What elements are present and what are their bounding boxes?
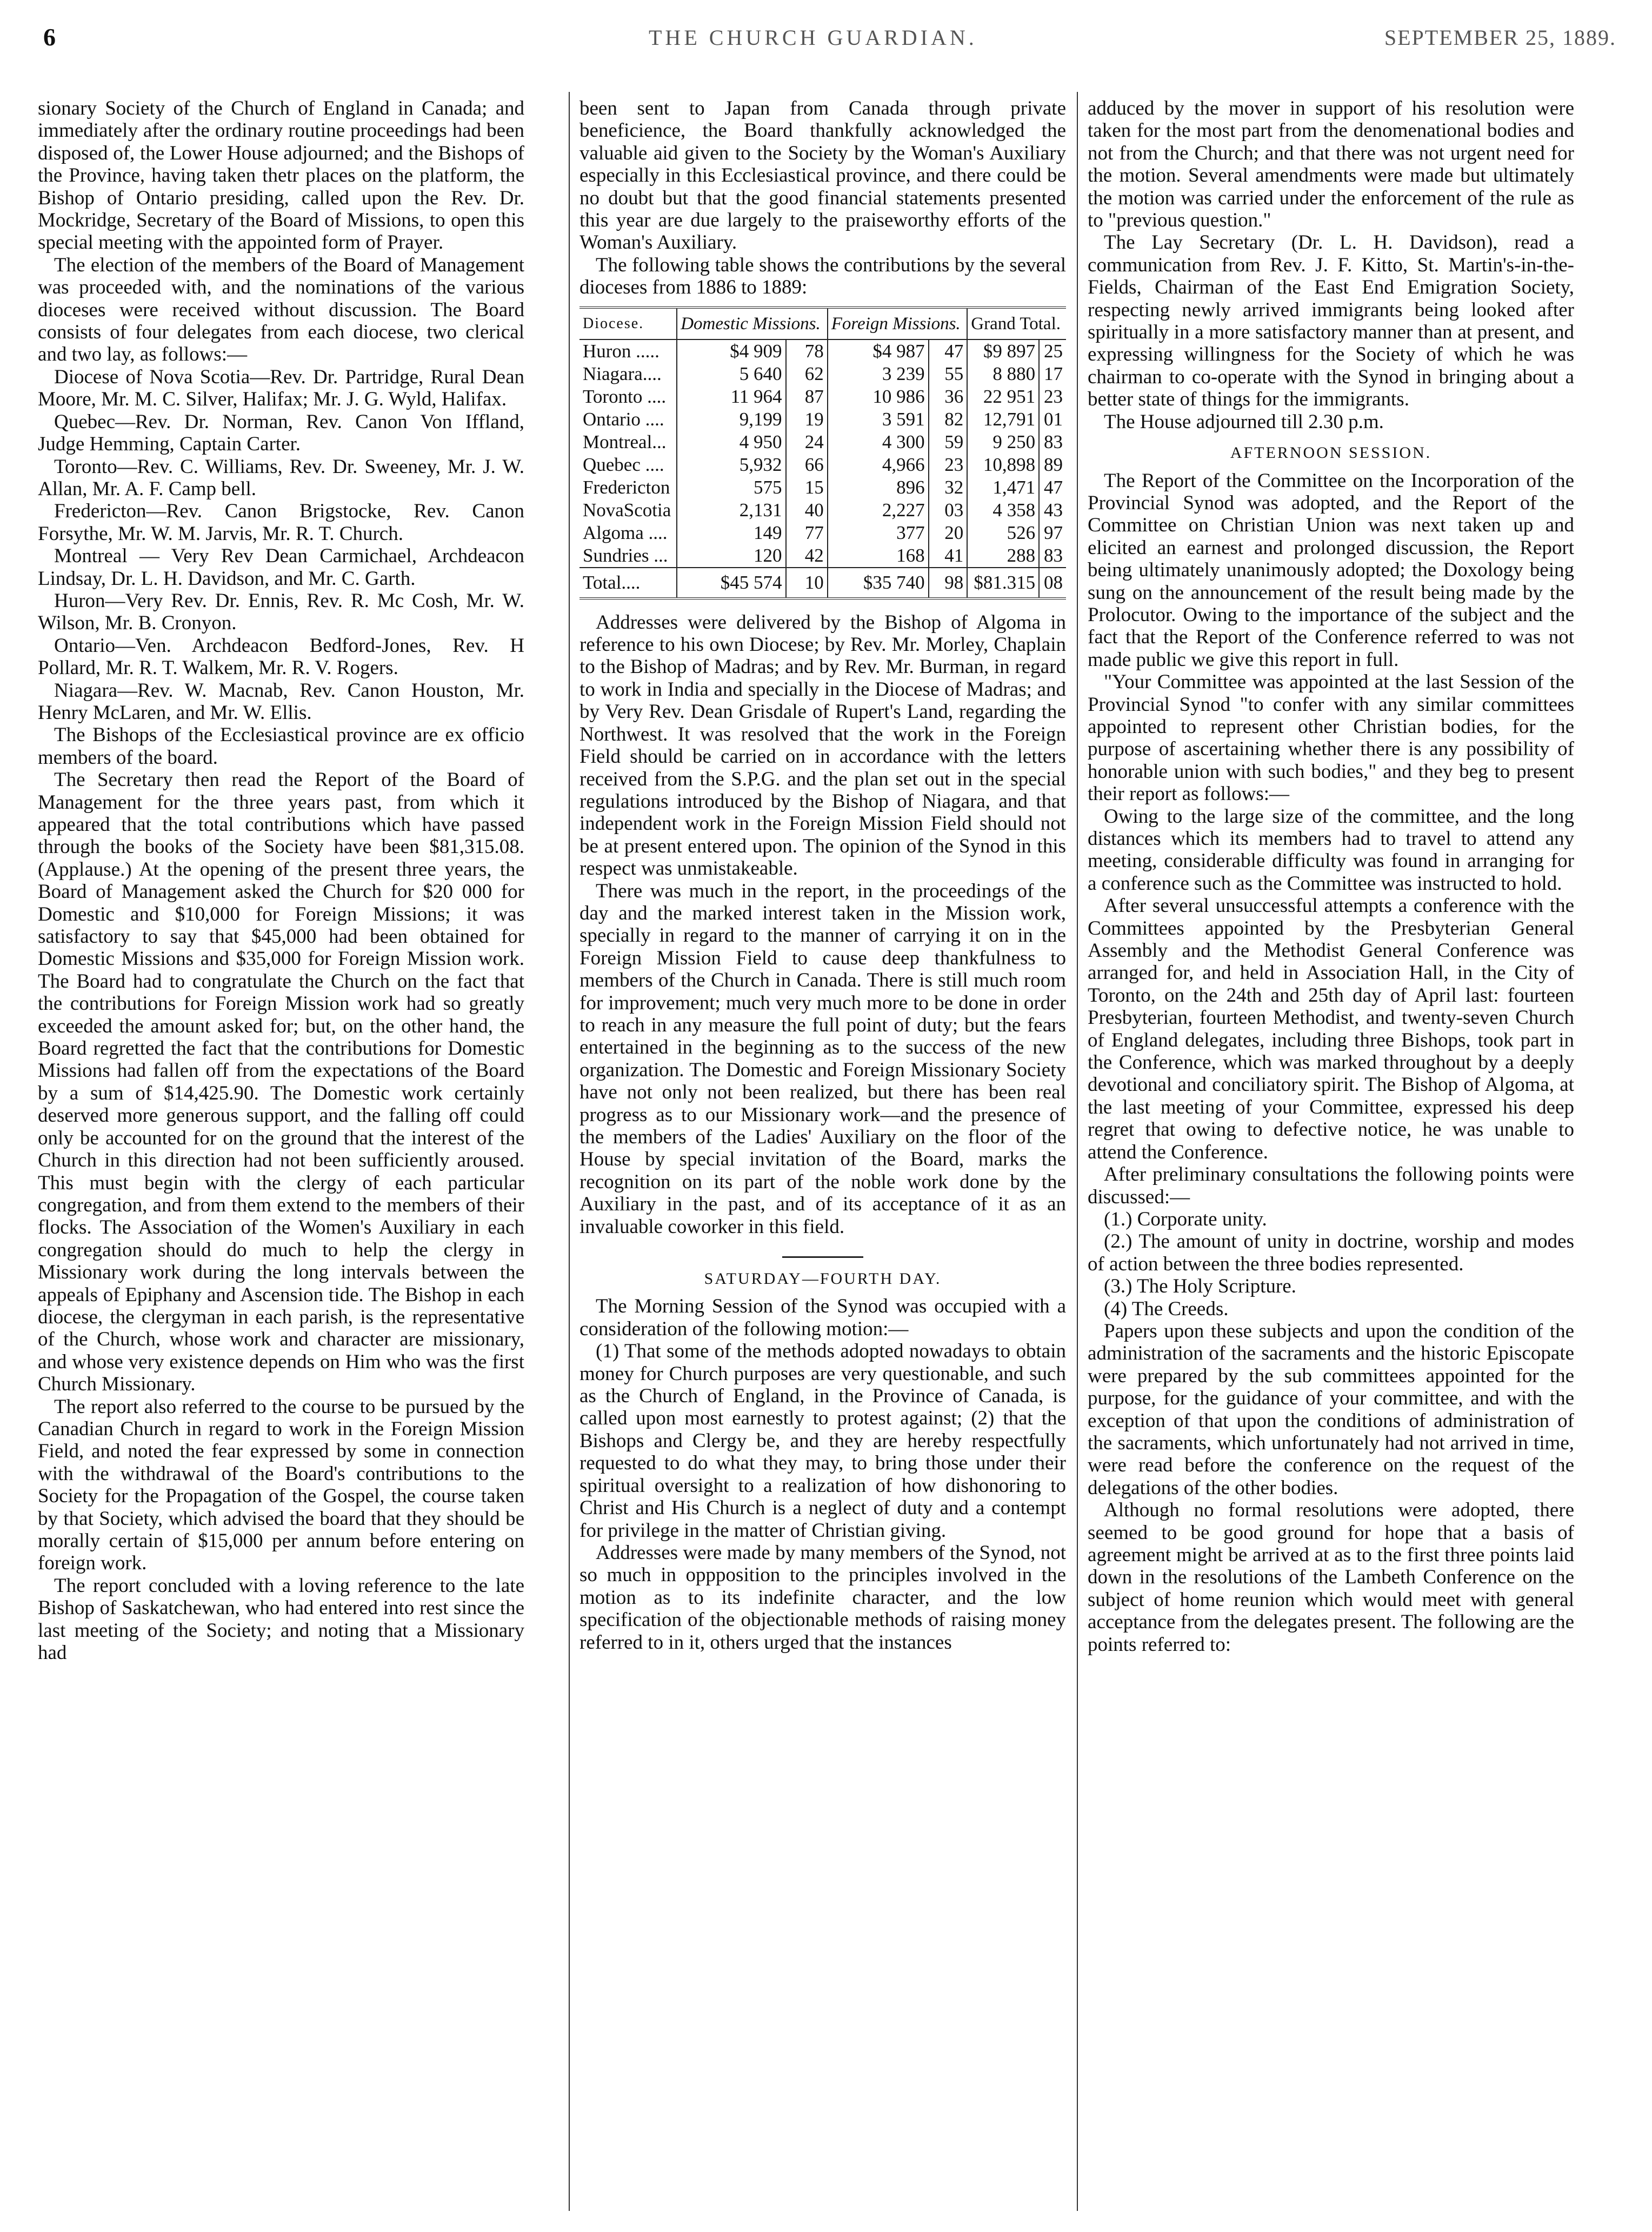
amount-cell: 9,199: [677, 408, 785, 431]
amount-cell: 15: [786, 476, 828, 499]
paragraph: adduced by the mover in support of his resolution were taken for the most part from the denomenational bodies and not from the Church; and that there was not urgent need for the motion. Several amendments were made but ultimately the motion was carried under the enforcement of the rule as to "previous question.": [1088, 97, 1574, 232]
diocese-cell: Fredericton: [583, 476, 670, 498]
paragraph: been sent to Japan from Canada through private beneficience, the Board thankfully acknowledged the valuable aid given to the Society by the Woman's Auxiliary especially in this Ecclesiastical province, and there could be no doubt but that the good financial statements presented this year are due largely to the praiseworthy efforts of the Woman's Auxiliary.: [579, 97, 1066, 254]
amount-cell: 3 239: [828, 363, 929, 385]
amount-cell: $35 740: [828, 568, 929, 598]
amount-cell: 896: [828, 476, 929, 499]
amount-cell: 40: [786, 499, 828, 522]
paragraph: After preliminary consultations the following points were discussed:—: [1088, 1163, 1574, 1208]
dateline: SEPTEMBER 25, 1889.: [1384, 25, 1616, 50]
table-header-row: [579, 308, 1066, 339]
amount-cell: 89: [1039, 454, 1066, 476]
amount-cell: 24: [786, 431, 828, 454]
table-row: [579, 363, 1066, 385]
amount-cell: 8 880: [967, 363, 1039, 385]
amount-cell: 20: [929, 522, 968, 544]
column-2: [579, 97, 1066, 2206]
column-header: Grand Total.: [967, 308, 1066, 339]
amount-cell: $9 897: [967, 339, 1039, 363]
masthead: THE CHURCH GUARDIAN.: [649, 25, 977, 50]
amount-cell: 47: [929, 339, 968, 363]
paragraph: Fredericton—Rev. Canon Brigstocke, Rev. Canon Forsythe, Mr. W. M. Jarvis, Mr. R. T. Church.: [38, 500, 524, 545]
amount-cell: 83: [1039, 431, 1066, 454]
amount-cell: 2,227: [828, 499, 929, 522]
diocese-cell: Huron .....: [583, 340, 660, 362]
amount-cell: 10: [786, 568, 828, 598]
column-header: Domestic Missions.: [677, 308, 828, 339]
paragraph: The Secretary then read the Report of the Board of Management for the three years past, from which it appeared that the total contributions which have passed through the books of the Society have been $81,315.08. (Applause.) At the opening of the present three years, the Board of Management asked the Church for $20 000 for Domestic and $10,000 for Foreign Missions; it was satisfactory to say that $45,000 had been obtained for Domestic Missions and $35,000 for Foreign Mission work. The Board had to congratulate the Church on the fact that the contributions for Foreign Mission work had so greatly exceeded the amount asked for; but, on the other hand, the Board regretted the fact that the contributions for Domestic Missions had fallen off from the expectations of the Board by a sum of $14,425.90. The Domestic work certainly deserved more generous support, and the falling off could only be accounted for on the ground that the interest of the Church in this direction had not been sufficiently aroused. This must begin with the clergy of each particular congregation, and from them extend to the members of their flocks. The Association of the Women's Auxiliary in each congregation should do much to help the clergy in Missionary work during the long intervals between the appeals of Epiphany and Ascension tide. The Bishop in each diocese, the clergyman in each parish, is the representative of the Church, whose work and character are missionary, and whose very existence depends on Him who was the first Church Missionary.: [38, 769, 524, 1396]
amount-cell: 78: [786, 339, 828, 363]
page-header: [32, 22, 1622, 65]
amount-cell: 87: [786, 385, 828, 408]
paragraph: Huron—Very Rev. Dr. Ennis, Rev. R. Mc Cosh, Mr. W. Wilson, Mr. B. Cronyon.: [38, 589, 524, 635]
amount-cell: 19: [786, 408, 828, 431]
amount-cell: 25: [1039, 339, 1066, 363]
amount-cell: 575: [677, 476, 785, 499]
paragraph: Although no formal resolutions were adopted, there seemed to be good ground for hope that a basis of agreement might be arrived at as to the first three points laid down in the resolutions of the Lambeth Conference on the subject of home reunion which would meet with general acceptance from the delegates present. The following are the points referred to:: [1088, 1499, 1574, 1656]
amount-cell: 01: [1039, 408, 1066, 431]
table-body: [579, 339, 1066, 598]
paragraph: The report concluded with a loving reference to the late Bishop of Saskatchewan, who had entered into rest since the last meeting of the Society; and noting that a Missionary had: [38, 1574, 524, 1664]
paragraph: There was much in the report, in the proceedings of the day and the marked interest taken in the Mission work, specially in regard to the manner of carrying it on in the Foreign Mission Field to cause deep thankfulness to members of the Church in Canada. There is still much room for improvement; much very much more to be done in order to reach in any measure the full point of duty; but the fears entertained in the beginning as to the success of the new organization. The Domestic and Foreign Missionary Society have not only not been realized, but there has been real progress as to our Missionary work—and the presence of the members of the Ladies' Auxiliary on the floor of the House by special invitation of the Board, marks the recognition on its part of the noble work done by the Auxiliary in the past, and of its acceptance of it as an invaluable coworker in this field.: [579, 880, 1066, 1238]
diocese-cell: Ontario ....: [583, 408, 664, 430]
table-total-row: [579, 568, 1066, 598]
amount-cell: 47: [1039, 476, 1066, 499]
paragraph: The Bishops of the Ecclesiastical province are ex officio members of the board.: [38, 724, 524, 769]
amount-cell: 11 964: [677, 385, 785, 408]
paragraph: The Morning Session of the Synod was occupied with a consideration of the following motion:—: [579, 1295, 1066, 1340]
paragraph: (1) That some of the methods adopted nowadays to obtain money for Church purposes are very questionable, and such as the Church of England, in the Province of Canada, is called upon most earnestly to protest against; (2) that the Bishops and Clergy be, and they are hereby respectfully requested to do what they may, to bring those under their spiritual oversight to a realization of how dishonoring to Christ and His Church is a neglect of duty and a contempt for privilege in the matter of Christian giving.: [579, 1340, 1066, 1542]
list-item: (4) The Creeds.: [1104, 1297, 1229, 1320]
list-item: (2.) The amount of unity in doctrine, worship and modes of action between the three bodies represented.: [1088, 1230, 1574, 1275]
amount-cell: 168: [828, 544, 929, 568]
column-header: Foreign Missions.: [828, 308, 968, 339]
amount-cell: 12,791: [967, 408, 1039, 431]
amount-cell: 43: [1039, 499, 1066, 522]
amount-cell: 55: [929, 363, 968, 385]
table-row: [579, 408, 1066, 431]
column-rule: [569, 92, 570, 2211]
diocese-cell: Quebec ....: [583, 454, 664, 475]
amount-cell: 41: [929, 544, 968, 568]
amount-cell: 377: [828, 522, 929, 544]
table-row: [579, 454, 1066, 476]
table-row: [579, 385, 1066, 408]
amount-cell: 526: [967, 522, 1039, 544]
paragraph: Ontario—Ven. Archdeacon Bedford-Jones, Rev. H Pollard, Mr. R. T. Walkem, Mr. R. V. Rogers.: [38, 634, 524, 679]
paragraph: Quebec—Rev. Dr. Norman, Rev. Canon Von Iffland, Judge Hemming, Captain Carter.: [38, 410, 524, 456]
amount-cell: 23: [929, 454, 968, 476]
section-heading: SATURDAY—FOURTH DAY.: [704, 1270, 942, 1288]
amount-cell: 97: [1039, 522, 1066, 544]
amount-cell: 120: [677, 544, 785, 568]
amount-cell: 66: [786, 454, 828, 476]
amount-cell: 1,471: [967, 476, 1039, 499]
paragraph: After several unsuccessful attempts a conference with the Committees appointed by the Presbyterian General Assembly and the Methodist General Conference was arranged for, and held in Association Hall, in the City of Toronto, on the 24th and 25th day of April last: fourteen Presbyterian, fourteen Methodist, and twenty-seven Church of England delegates, including three Bishops, took part in the Conference, which was marked throughout by a deeply devotional and conciliatory spirit. The Bishop of Algoma, at the last meeting of your Committee, expressed his deep regret that owing to defective notice, he was unable to attend the Conference.: [1088, 895, 1574, 1163]
diocese-cell: Niagara....: [583, 363, 662, 384]
diocese-cell: Montreal...: [583, 431, 667, 452]
paragraph: Diocese of Nova Scotia—Rev. Dr. Partridge, Rural Dean Moore, Mr. M. C. Silver, Halifax; Mr. J. G. Wyld, Halifax.: [38, 365, 524, 411]
paragraph: The Report of the Committee on the Incorporation of the Provincial Synod was adopted, and the Report of the Committee on Christian Union was next taken up and elicited an earnest and prolonged discussion, the Report being ultimately unanimously adopted; the Doxology being sung on the announcement of the result being made by the Prolocutor. Owing to the importance of the subject and the fact that the Report of the Conference referred to was not made public we give this report in full.: [1088, 469, 1574, 671]
amount-cell: 03: [929, 499, 968, 522]
amount-cell: 3 591: [828, 408, 929, 431]
amount-cell: $4 987: [828, 339, 929, 363]
paragraph: Toronto—Rev. C. Williams, Rev. Dr. Sweeney, Mr. J. W. Allan, Mr. A. F. Camp bell.: [38, 455, 524, 500]
amount-cell: 10 986: [828, 385, 929, 408]
diocese-cell: Total....: [579, 568, 677, 598]
paragraph: Owing to the large size of the committee, and the long distances which its members had to travel to attend any meeting, considerable difficulty was found in arranging for a conference such as the Committee was instructed to hold.: [1088, 805, 1574, 895]
diocese-cell: NovaScotia: [583, 499, 671, 521]
amount-cell: 149: [677, 522, 785, 544]
table-row: [579, 499, 1066, 522]
page-number: 6: [43, 23, 56, 51]
amount-cell: 4 300: [828, 431, 929, 454]
amount-cell: 77: [786, 522, 828, 544]
amount-cell: 32: [929, 476, 968, 499]
diocese-cell: Toronto ....: [583, 385, 667, 407]
paragraph: Montreal — Very Rev Dean Carmichael, Archdeacon Lindsay, Dr. L. H. Davidson, and Mr. C. Garth.: [38, 545, 524, 590]
amount-cell: $4 909: [677, 339, 785, 363]
paragraph: Addresses were made by many members of the Synod, not so much in oppposition to the principles involved in the motion as to its indefinite character, and the low specification of the objectionable methods of raising money referred to in it, others urged that the instances: [579, 1541, 1066, 1654]
amount-cell: 98: [929, 568, 968, 598]
table-row: [579, 476, 1066, 499]
paragraph: sionary Society of the Church of England in Canada; and immediately after the ordinary routine proceedings had been disposed of, the Lower House adjourned; and the Bishops of the Province, having taken thetr places on the platform, the Bishop of Ontario presiding, called upon the Rev. Dr. Mockridge, Secretary of the Board of Missions, to open this special meeting with the appointed form of Prayer.: [38, 97, 524, 254]
column-header: Diocese.: [579, 308, 677, 339]
column-rule: [1077, 92, 1078, 2211]
diocese-cell: Algoma ....: [583, 522, 668, 543]
amount-cell: 4 950: [677, 431, 785, 454]
amount-cell: 22 951: [967, 385, 1039, 408]
amount-cell: 2,131: [677, 499, 785, 522]
amount-cell: 59: [929, 431, 968, 454]
paragraph: "Your Committee was appointed at the last Session of the Provincial Synod "to confer with any similar committees appointed to represent other Christian bodies, for the purpose of ascertaining whether there is any possibility of honorable union with such bodies," and they beg to present their report as follows:—: [1088, 671, 1574, 805]
section-heading: AFTERNOON SESSION.: [1230, 444, 1432, 462]
diocese-cell: Sundries ...: [583, 544, 668, 566]
list-item: (3.) The Holy Scripture.: [1104, 1275, 1296, 1298]
paragraph: The Lay Secretary (Dr. L. H. Davidson), read a communication from Rev. J. F. Kitto, St. Martin's-in-the-Fields, Chairman of the East End Emigration Society, respecting newly arrived immigrants being looked after spiritually in a more satisfactory manner than at present, and expressing willingness for the Society of which he was chairman to co-operate with the Synod in bringing about a better state of things for the immigrants.: [1088, 231, 1574, 411]
amount-cell: 5 640: [677, 363, 785, 385]
amount-cell: 83: [1039, 544, 1066, 568]
list-item: (1.) Corporate unity.: [1104, 1208, 1267, 1230]
paragraph: The election of the members of the Board of Management was proceeded with, and the nominations of the various dioceses were received without discussion. The Board consists of four delegates from each diocese, two clerical and two lay, as follows:—: [38, 254, 524, 366]
amount-cell: 23: [1039, 385, 1066, 408]
table-row: [579, 522, 1066, 544]
amount-cell: 62: [786, 363, 828, 385]
amount-cell: 288: [967, 544, 1039, 568]
amount-cell: $81.315: [967, 568, 1039, 598]
amount-cell: $45 574: [677, 568, 785, 598]
amount-cell: 10,898: [967, 454, 1039, 476]
table-row: [579, 431, 1066, 454]
paragraph: Addresses were delivered by the Bishop of Algoma in reference to his own Diocese; by Rev. Mr. Morley, Chaplain to the Bishop of Madras; and by Rev. Mr. Burman, in regard to work in India and specially in the Diocese of Madras; and by Very Rev. Dean Grisdale of Rupert's Land, regarding the Northwest. It was resolved that the work in the Foreign Field should be carried on in accordance with the letters received from the S.P.G. and the plan set out in the special regulations introduced by the Bishop of Niagara, and that independent work in the Foreign Mission Field should not be at present entered upon. The opinion of the Synod in this respect was unmistakeable.: [579, 611, 1066, 880]
table-row: [579, 339, 1066, 363]
amount-cell: 4 358: [967, 499, 1039, 522]
amount-cell: 42: [786, 544, 828, 568]
amount-cell: 4,966: [828, 454, 929, 476]
paragraph: The following table shows the contributions by the several dioceses from 1886 to 1889:: [579, 254, 1066, 299]
contributions-table: [579, 307, 1066, 599]
paragraph: The House adjourned till 2.30 p.m.: [1104, 410, 1384, 433]
amount-cell: 17: [1039, 363, 1066, 385]
paragraph: The report also referred to the course to be pursued by the Canadian Church in regard to work in the Foreign Mission Field, and noted the fear expressed by some in connection with the withdrawal of the Board's contributions to the Society for the Propagation of the Gospel, the course taken by that Society, which advised the board that they should be morally certain of $15,000 per annum before entering on foreign work.: [38, 1395, 524, 1575]
amount-cell: 9 250: [967, 431, 1039, 454]
section-separator: [782, 1256, 863, 1258]
paragraph: Papers upon these subjects and upon the condition of the administration of the sacraments and the historic Episcopate were prepared by the sub committees appointed for the purpose, for the guidance of your committee, and with the exception of that upon the conditions of administration of the sacraments, which unfortunately had not arrived in time, were read before the conference on the request of the delegations of the other bodies.: [1088, 1320, 1574, 1499]
amount-cell: 36: [929, 385, 968, 408]
column-3: [1088, 97, 1574, 2206]
table-row: [579, 544, 1066, 568]
amount-cell: 5,932: [677, 454, 785, 476]
amount-cell: 82: [929, 408, 968, 431]
column-1: [38, 97, 524, 2206]
amount-cell: 08: [1039, 568, 1066, 598]
paragraph: Niagara—Rev. W. Macnab, Rev. Canon Houston, Mr. Henry McLaren, and Mr. W. Ellis.: [38, 679, 524, 724]
